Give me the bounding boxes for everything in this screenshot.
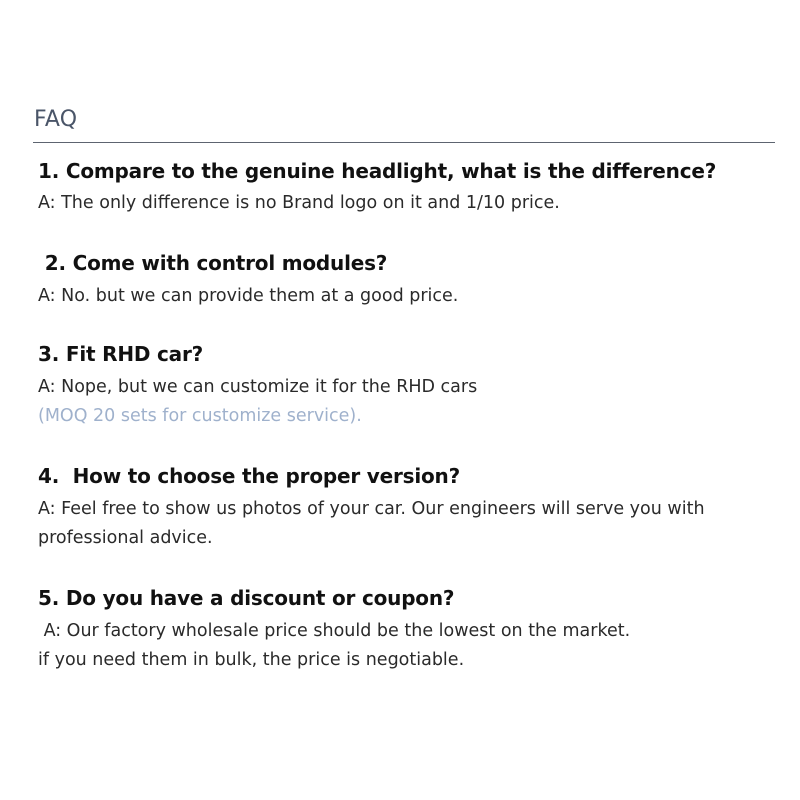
faq-question-2: 2. Come with control modules?: [38, 251, 388, 275]
faq-header: [33, 104, 775, 143]
faq-answer-3-note: (MOQ 20 sets for customize service).: [38, 406, 362, 426]
faq-question-3: 3. Fit RHD car?: [38, 342, 204, 366]
faq-answer-5-line-2: if you need them in bulk, the price is negotiable.: [38, 650, 465, 670]
faq-answer-3-line-1: A: Nope, but we can customize it for the RHD cars: [38, 377, 478, 397]
faq-question-1: 1. Compare to the genuine headlight, what is the difference?: [38, 159, 717, 183]
faq-question-4: 4. How to choose the proper version?: [38, 464, 460, 488]
faq-answer-1-line-1: A: The only difference is no Brand logo on it and 1/10 price.: [38, 193, 560, 213]
faq-answer-5-line-1: A: Our factory wholesale price should be the lowest on the market.: [38, 621, 631, 641]
faq-answer-2-line-1: A: No. but we can provide them at a good price.: [38, 286, 459, 306]
faq-title: FAQ: [34, 107, 78, 132]
faq-answer-4-line-2: professional advice.: [38, 528, 213, 548]
faq-answer-4-line-1: A: Feel free to show us photos of your car. Our engineers will serve you with: [38, 499, 705, 519]
faq-question-5: 5. Do you have a discount or coupon?: [38, 586, 455, 610]
